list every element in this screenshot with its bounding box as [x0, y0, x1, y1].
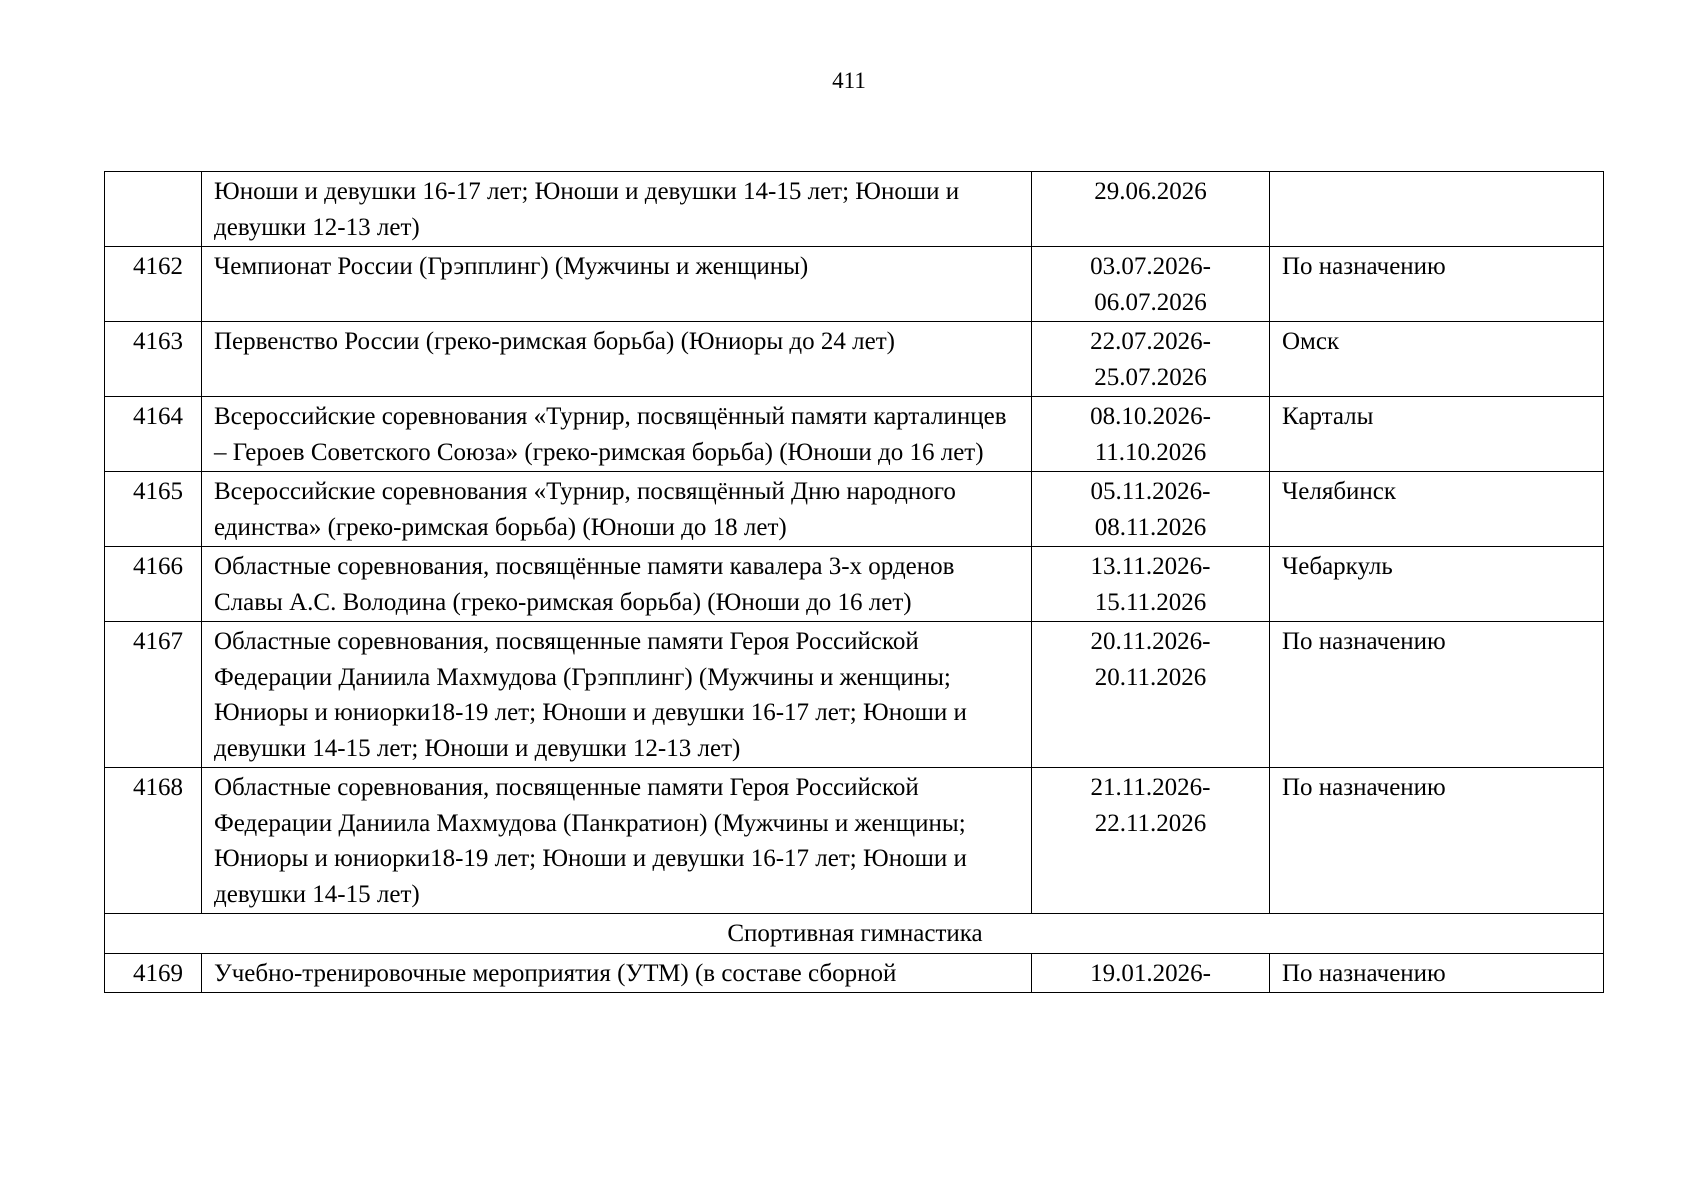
event-dates [1032, 953, 1270, 993]
event-dates [1032, 472, 1270, 547]
table-row [105, 472, 1604, 547]
event-number: 4168 [105, 768, 202, 914]
table-row [105, 247, 1604, 322]
event-date-end: 22.11.2026 [1094, 809, 1207, 837]
event-date-start: 20.11.2026- [1090, 628, 1211, 655]
event-place: Челябинск [1270, 472, 1604, 547]
event-dates [1032, 397, 1270, 472]
event-place: По назначению [1270, 247, 1604, 322]
event-number [105, 172, 202, 247]
event-number: 4166 [105, 547, 202, 622]
table-row [105, 397, 1604, 472]
event-dates [1032, 622, 1270, 768]
event-date-start: 19.01.2026- [1090, 959, 1211, 987]
event-name: Первенство России (греко-римская борьба) (Юниоры до 24 лет) [202, 322, 1032, 397]
event-number: 4164 [105, 397, 202, 472]
event-place [1270, 172, 1604, 247]
event-dates [1032, 322, 1270, 397]
event-date-end: 25.07.2026 [1094, 363, 1207, 391]
events-table [104, 171, 1604, 993]
event-date-start: 29.06.2026 [1094, 178, 1207, 205]
event-name: Чемпионат России (Грэпплинг) (Мужчины и женщины) [202, 247, 1032, 322]
event-date-start: 21.11.2026- [1090, 774, 1211, 801]
event-place: По назначению [1270, 622, 1604, 768]
event-dates [1032, 247, 1270, 322]
event-place: По назначению [1270, 768, 1604, 914]
event-date-end: 08.11.2026 [1094, 513, 1207, 541]
event-name: Областные соревнования, посвященные памяти Героя Российской Федерации Даниила Махмудова (Панкратион) (Мужчины и женщины; Юниоры и юниорки18-19 лет; Юноши и девушки 16-17 лет; Юноши и девушки 14-15 лет) [202, 768, 1032, 914]
table-row [105, 322, 1604, 397]
event-name: Всероссийские соревнования «Турнир, посвящённый Дню народного единства» (греко-римская борьба) (Юноши до 18 лет) [202, 472, 1032, 547]
event-dates [1032, 547, 1270, 622]
event-number: 4167 [105, 622, 202, 768]
event-name: Юноши и девушки 16-17 лет; Юноши и девушки 14-15 лет; Юноши и девушки 12-13 лет) [202, 172, 1032, 247]
table-row [105, 768, 1604, 914]
event-date-start: 05.11.2026- [1090, 478, 1211, 505]
event-date-end: 06.07.2026 [1094, 288, 1207, 316]
event-place: Карталы [1270, 397, 1604, 472]
event-date-start: 13.11.2026- [1090, 553, 1211, 580]
event-number: 4162 [105, 247, 202, 322]
table-row [105, 953, 1604, 993]
event-date-start: 08.10.2026- [1090, 403, 1211, 430]
event-date-end: 11.10.2026 [1094, 438, 1207, 466]
event-date-start: 22.07.2026- [1090, 328, 1211, 355]
event-place: Чебаркуль [1270, 547, 1604, 622]
table-row [105, 622, 1604, 768]
event-name: Областные соревнования, посвящённые памяти кавалера 3-х орденов Славы А.С. Володина (греко-римская борьба) (Юноши до 16 лет) [202, 547, 1032, 622]
page-number: 411 [832, 68, 866, 93]
event-date-end: 20.11.2026 [1094, 663, 1207, 691]
event-number: 4163 [105, 322, 202, 397]
event-place: По назначению [1270, 953, 1604, 993]
section-title: Спортивная гимнастика [105, 914, 1604, 954]
event-name: Учебно-тренировочные мероприятия (УТМ) (в составе сборной [202, 953, 1032, 993]
event-dates [1032, 172, 1270, 247]
event-name: Областные соревнования, посвященные памяти Героя Российской Федерации Даниила Махмудова (Грэпплинг) (Мужчины и женщины; Юниоры и юниорки18-19 лет; Юноши и девушки 16-17 лет; Юноши и девушки 14-15 лет; Юноши и девушки 12-13 лет) [202, 622, 1032, 768]
table-row [105, 172, 1604, 247]
event-date-start: 03.07.2026- [1090, 253, 1211, 280]
event-place: Омск [1270, 322, 1604, 397]
event-dates [1032, 768, 1270, 914]
event-number: 4165 [105, 472, 202, 547]
section-header-row [105, 914, 1604, 954]
table-row [105, 547, 1604, 622]
event-date-end: 15.11.2026 [1094, 588, 1207, 616]
event-name: Всероссийские соревнования «Турнир, посвящённый памяти карталинцев – Героев Советского Союза» (греко-римская борьба) (Юноши до 16 лет) [202, 397, 1032, 472]
event-number: 4169 [105, 953, 202, 993]
